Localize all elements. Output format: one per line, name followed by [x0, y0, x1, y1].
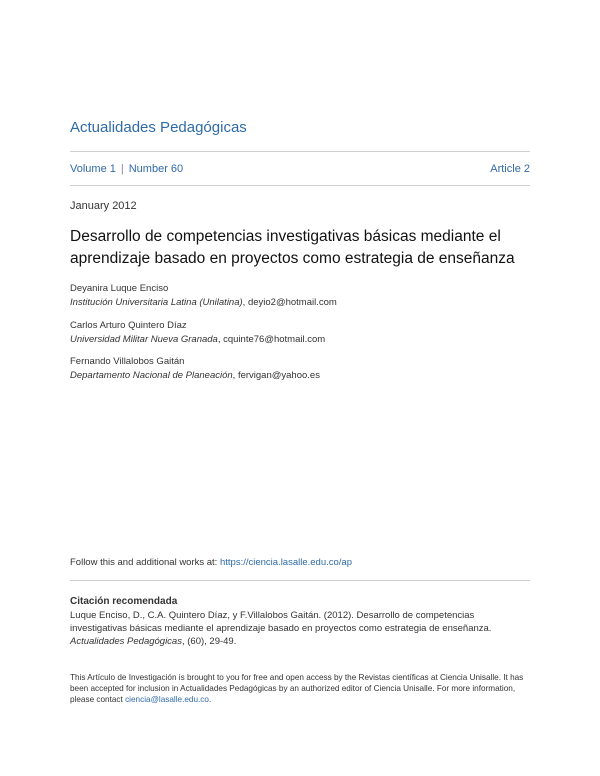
notice-end: . — [208, 695, 212, 704]
author-block — [70, 319, 325, 347]
author-name: Fernando Villalobos Gaitán — [70, 356, 185, 367]
author-affiliation: Universidad Militar Nueva Granada — [70, 334, 218, 345]
author-email: , cquinte76@hotmail.com — [217, 334, 326, 345]
author-block — [70, 355, 320, 383]
number-link[interactable]: Number 60 — [128, 163, 184, 175]
publication-date: January 2012 — [70, 200, 137, 212]
follow-line — [70, 557, 352, 568]
contact-email-link[interactable]: ciencia@lasalle.edu.co — [125, 695, 209, 704]
author-name: Carlos Arturo Quintero Díaz — [70, 320, 187, 331]
author-block — [70, 282, 337, 310]
citation-heading: Citación recomendada — [70, 596, 178, 607]
citation-text — [70, 609, 530, 648]
divider — [70, 580, 530, 581]
author-email: , fervigan@yahoo.es — [232, 370, 320, 381]
issue-info — [70, 163, 530, 175]
repository-link[interactable]: https://ciencia.lasalle.edu.co/ap — [219, 557, 352, 568]
follow-text: Follow this and additional works at: — [70, 557, 220, 568]
divider — [70, 151, 530, 152]
author-email: , deyio2@hotmail.com — [242, 297, 337, 308]
author-name: Deyanira Luque Enciso — [70, 283, 169, 294]
citation-journal: Actualidades Pedagógicas — [70, 636, 182, 647]
journal-title[interactable]: Actualidades Pedagógicas — [70, 119, 247, 136]
access-notice — [70, 672, 530, 705]
article-title: Desarrollo de competencias investigativas básicas mediante el aprendizaje basado en proyectos como estrategia de enseñanza — [70, 228, 515, 267]
volume-link[interactable]: Volume 1 — [70, 163, 116, 175]
citation-body: Luque Enciso, D., C.A. Quintero Díaz, y F.Villalobos Gaitán. (2012). Desarrollo de competencias investigativas básicas mediante el aprendizaje basado en proyectos como estrategia de enseñanza. — [70, 610, 492, 634]
divider — [70, 185, 530, 186]
notice-text: This Artículo de Investigación is brought to you for free and open access by the Revistas científicas at Ciencia Unisalle. It has been accepted for inclusion in Actualidades Pedagógicas by an authorized editor of Ciencia Unisalle. For more information, please contact — [70, 673, 524, 704]
article-link[interactable]: Article 2 — [490, 163, 530, 175]
citation-pages: , (60), 29-49. — [181, 636, 237, 647]
author-affiliation: Departamento Nacional de Planeación — [70, 370, 233, 381]
author-affiliation: Institución Universitaria Latina (Unilatina) — [70, 297, 243, 308]
separator: | — [120, 163, 124, 175]
